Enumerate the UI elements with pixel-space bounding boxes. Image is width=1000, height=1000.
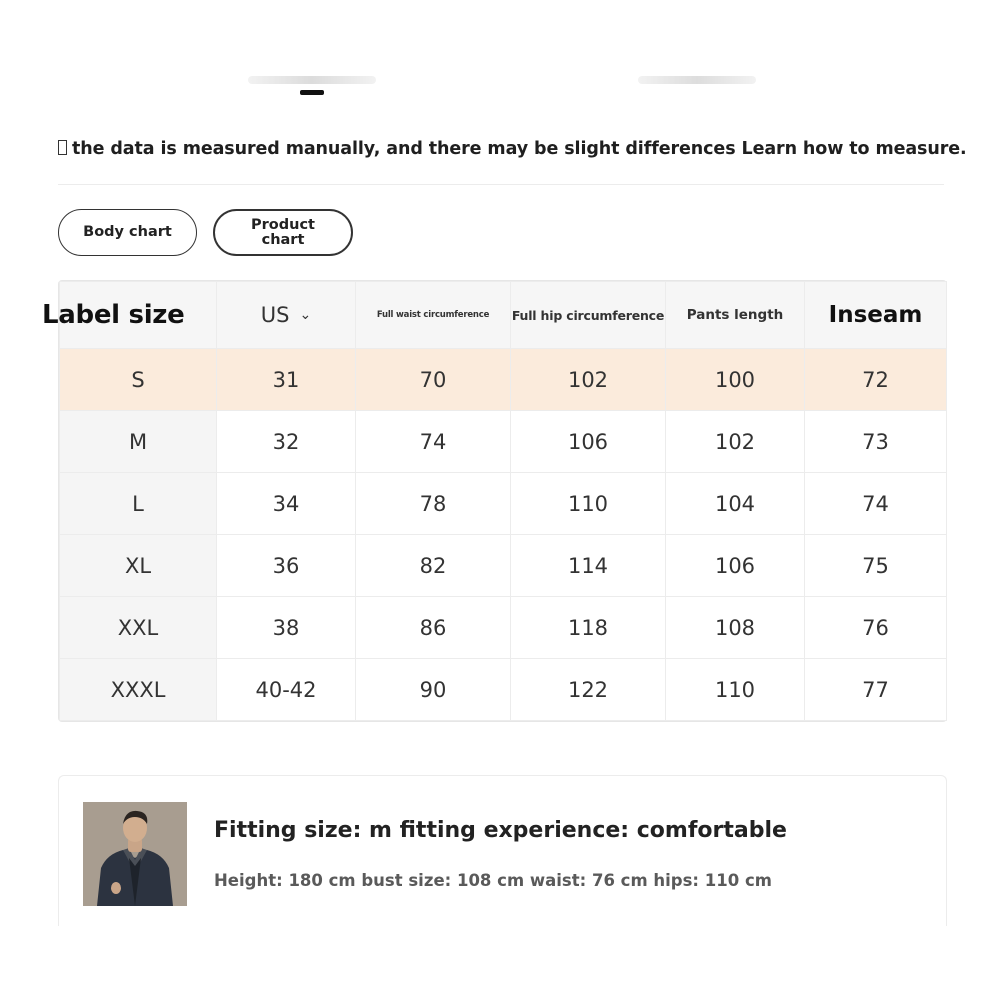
info-icon: [58, 140, 67, 155]
size-table: [42, 280, 947, 722]
cell-hip: 114: [511, 535, 666, 597]
header-hip: Full hip circumference: [511, 282, 666, 349]
cell-us: 36: [217, 535, 356, 597]
measurement-notice-text[interactable]: the data is measured manually, and there may be slight differences Learn how to measure.: [72, 139, 967, 159]
cut-off-tab-left[interactable]: [248, 76, 376, 84]
unit-dropdown[interactable]: [217, 282, 356, 349]
cell-pants-length: 102: [666, 411, 805, 473]
cell-inseam: 74: [805, 473, 947, 535]
cell-label-size: XXXL: [60, 659, 217, 721]
cell-us: 34: [217, 473, 356, 535]
fit-measurements: Height: 180 cm bust size: 108 cm waist: 76 cm hips: 110 cm: [214, 871, 772, 890]
header-label-size: Label size: [60, 282, 217, 349]
cell-inseam: 77: [805, 659, 947, 721]
cell-hip: 122: [511, 659, 666, 721]
table-header-row: [60, 282, 947, 349]
active-tab-indicator: [300, 90, 324, 95]
cell-waist: 78: [356, 473, 511, 535]
header-waist: Full waist circumference: [356, 282, 511, 349]
header-inseam: Inseam: [805, 282, 947, 349]
tab-body-chart[interactable]: [58, 209, 197, 256]
measurement-notice: [58, 139, 967, 159]
avatar: [83, 802, 187, 906]
table-row[interactable]: [60, 411, 947, 473]
unit-dropdown-label: US: [260, 303, 290, 327]
cell-us: 38: [217, 597, 356, 659]
cell-hip: 110: [511, 473, 666, 535]
table-row[interactable]: [60, 597, 947, 659]
cell-label-size: M: [60, 411, 217, 473]
table-row[interactable]: [60, 535, 947, 597]
model-photo: [83, 802, 187, 906]
cell-label-size: XL: [60, 535, 217, 597]
cell-inseam: 72: [805, 349, 947, 411]
cell-pants-length: 104: [666, 473, 805, 535]
cell-pants-length: 110: [666, 659, 805, 721]
cell-us: 32: [217, 411, 356, 473]
cut-off-tab-header: [240, 64, 800, 104]
cell-hip: 118: [511, 597, 666, 659]
cell-pants-length: 106: [666, 535, 805, 597]
cell-hip: 102: [511, 349, 666, 411]
chevron-down-icon: ⌄: [299, 307, 312, 323]
chart-type-tabs: [58, 209, 353, 257]
table-row[interactable]: [60, 659, 947, 721]
cell-inseam: 73: [805, 411, 947, 473]
cell-hip: 106: [511, 411, 666, 473]
cell-us: 40-42: [217, 659, 356, 721]
header-pants-length: Pants length: [666, 282, 805, 349]
cell-waist: 82: [356, 535, 511, 597]
table-row[interactable]: [60, 349, 947, 411]
cell-label-size: XXL: [60, 597, 217, 659]
table-row[interactable]: [60, 473, 947, 535]
cell-inseam: 75: [805, 535, 947, 597]
cell-waist: 70: [356, 349, 511, 411]
tab-body-chart-label: Body chart: [83, 224, 172, 240]
tab-product-chart[interactable]: [213, 209, 353, 256]
cell-us: 31: [217, 349, 356, 411]
cut-off-tab-right[interactable]: [638, 76, 756, 84]
cell-pants-length: 100: [666, 349, 805, 411]
cell-waist: 74: [356, 411, 511, 473]
cell-label-size: L: [60, 473, 217, 535]
divider: [58, 184, 944, 185]
cell-label-size: S: [60, 349, 217, 411]
cell-waist: 90: [356, 659, 511, 721]
cell-waist: 86: [356, 597, 511, 659]
fit-summary-title: Fitting size: m fitting experience: comfortable: [214, 818, 787, 843]
cell-inseam: 76: [805, 597, 947, 659]
cell-pants-length: 108: [666, 597, 805, 659]
tab-product-chart-label: Product chart: [251, 216, 315, 248]
model-fit-card: [58, 775, 947, 926]
